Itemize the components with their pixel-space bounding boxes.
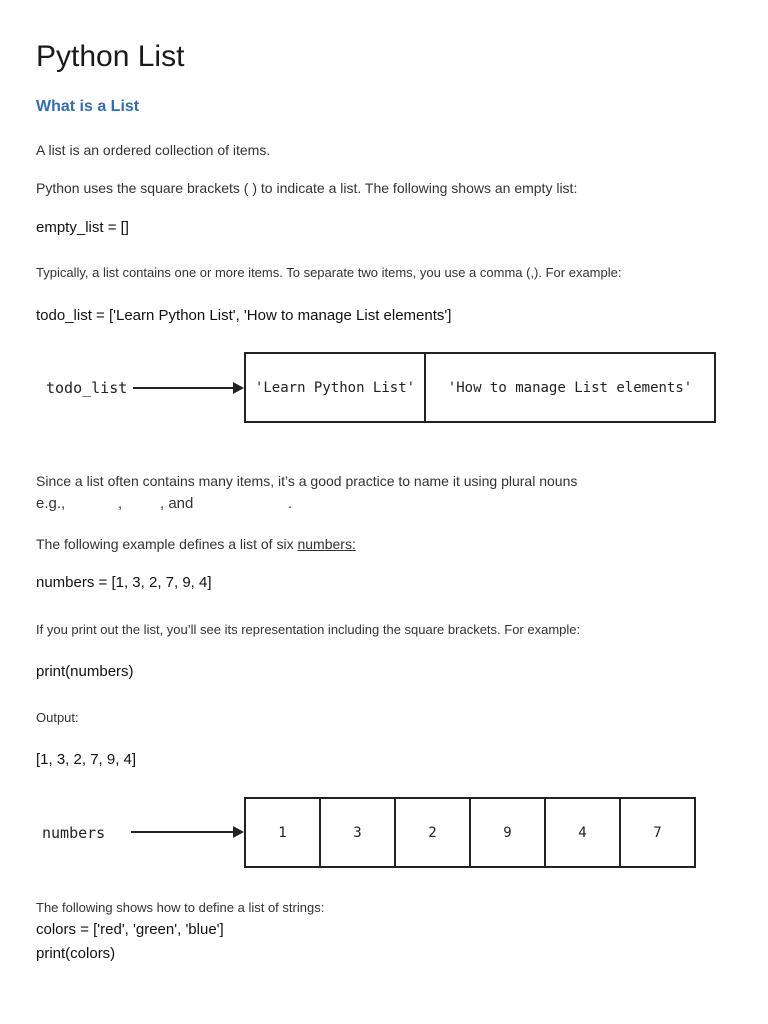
numbers-link[interactable]: numbers: — [297, 536, 356, 552]
paragraph-plural-nouns: Since a list often contains many items, it’s a good practice to name it using plural nouns — [36, 473, 578, 489]
paragraph-print-list: If you print out the list, you’ll see its representation including the square brackets. For example: — [36, 622, 581, 637]
plural-examples-prefix: e.g., — [36, 495, 66, 512]
diagram-numbers-cell: 3 — [321, 799, 396, 866]
plural-examples-comma: , — [118, 495, 123, 512]
diagram-numbers-arrow-line — [131, 831, 233, 833]
diagram-numbers-cell: 7 — [653, 824, 662, 841]
diagram-todo-cell: 'Learn Python List' — [246, 354, 426, 421]
diagram-numbers-cell: 1 — [246, 799, 321, 866]
code-output: [1, 3, 2, 7, 9, 4] — [36, 751, 137, 768]
diagram-numbers-label: numbers — [42, 824, 106, 842]
section-heading: What is a List — [36, 98, 140, 115]
output-label: Output: — [36, 710, 79, 725]
paragraph-comma: Typically, a list contains one or more items. To separate two items, you use a comma (,). For example: — [36, 265, 622, 280]
paragraph-square-brackets: Python uses the square brackets ( ) to indicate a list. The following shows an empty list: — [36, 180, 578, 196]
paragraph-strings: The following shows how to define a list of strings: — [36, 900, 325, 915]
diagram-todo-label: todo_list — [46, 379, 128, 397]
diagram-numbers-cell: 9 — [471, 799, 546, 866]
diagram-numbers-cell: 2 — [396, 799, 471, 866]
page-title: Python List — [36, 40, 185, 73]
diagram-todo-arrow-line — [133, 387, 233, 389]
paragraph-definition: A list is an ordered collection of items. — [36, 142, 271, 158]
six-numbers-text: The following example defines a list of six — [36, 536, 298, 552]
code-numbers: numbers = [1, 3, 2, 7, 9, 4] — [36, 574, 212, 591]
code-colors: colors = ['red', 'green', 'blue'] — [36, 921, 224, 938]
plural-examples-and: , and — [160, 495, 194, 512]
diagram-numbers-cell: 4 — [546, 799, 621, 866]
plural-examples-line — [36, 495, 65, 512]
code-todo-list: todo_list = ['Learn Python List', 'How to manage List elements'] — [36, 307, 452, 324]
paragraph-six-numbers — [36, 536, 356, 552]
diagram-todo-cell: 'How to manage List elements' — [447, 379, 693, 396]
diagram-todo-arrowhead — [233, 382, 244, 394]
code-empty-list: empty_list = [] — [36, 219, 129, 236]
diagram-numbers-arrowhead — [233, 826, 244, 838]
plural-examples-period: . — [288, 495, 293, 512]
code-print-numbers: print(numbers) — [36, 663, 134, 680]
code-print-colors: print(colors) — [36, 945, 116, 962]
diagram-numbers-list — [244, 797, 696, 868]
diagram-todo-list — [244, 352, 716, 423]
